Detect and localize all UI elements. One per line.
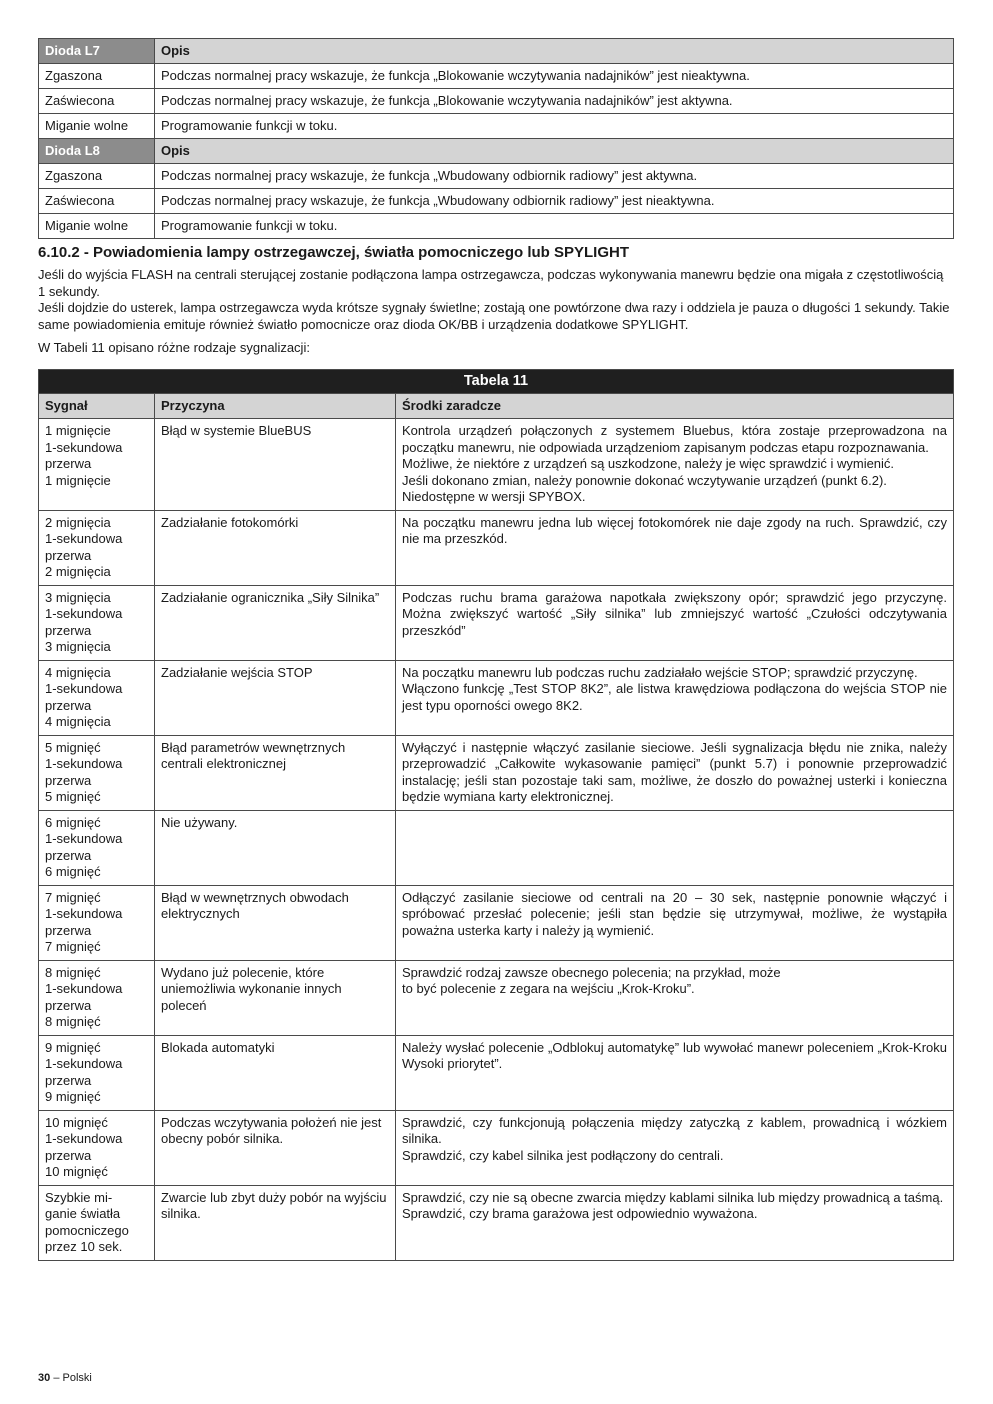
remedy-cell xyxy=(396,660,954,735)
remedy-line: Jeśli dokonano zmian, należy ponownie dokonać wczytywanie urządzeń (punkt 6.2). xyxy=(402,472,887,488)
led-description: Programowanie funkcji w toku. xyxy=(155,214,954,239)
signal-line: 9 mignięć xyxy=(45,1039,101,1055)
signal-line: 8 mignięć xyxy=(45,964,101,980)
cause-cell: Wydano już polecenie, które uniemożliwia wykonanie innych poleceń xyxy=(155,960,396,1035)
signal-line: przerwa xyxy=(45,622,92,638)
remedy-line: Sprawdzić, czy nie są obecne zwarcia między kablami silnika lub między prowadnicą a taśmą. xyxy=(402,1189,944,1205)
led-state: Miganie wolne xyxy=(39,114,155,139)
signal-line: 1-sekundowa xyxy=(45,831,123,846)
cause-cell: Blokada automatyki xyxy=(155,1035,396,1110)
footer-language: – Polski xyxy=(53,1372,92,1384)
remedy-line: Sprawdzić, czy kabel silnika jest podłączony do centrali. xyxy=(402,1147,724,1163)
table-row xyxy=(39,214,954,239)
signal-cell xyxy=(39,585,155,660)
signal-line: 1-sekundowa xyxy=(45,1056,123,1071)
signal-line: przerwa xyxy=(45,772,92,788)
signal-line: przerwa xyxy=(45,456,92,471)
table-row xyxy=(39,1110,954,1185)
signal-line: ganie światła xyxy=(45,1206,121,1221)
signal-line: 2 mignięcia xyxy=(45,514,111,530)
table-row xyxy=(39,585,954,660)
table-row xyxy=(39,1035,954,1110)
page-footer xyxy=(38,1372,92,1384)
remedy-line: Sprawdzić, czy funkcjonują połączenia między zatyczką z kablem, prowadnicą i wózkiem silnika. xyxy=(402,1114,947,1146)
signal-line: przez 10 sek. xyxy=(45,1239,123,1254)
signal-line: 9 mignięć xyxy=(45,1089,101,1104)
signal-line: 6 mignięć xyxy=(45,864,101,879)
table-row xyxy=(39,510,954,585)
remedy-cell xyxy=(396,960,954,1035)
led-description: Podczas normalnej pracy wskazuje, że funkcja „Blokowanie wczytywania nadajników” jest nieaktywna. xyxy=(155,64,954,89)
led-state: Zaświecona xyxy=(39,189,155,214)
remedy-line: Sprawdzić, czy brama garażowa jest odpowiednio wyważona. xyxy=(402,1206,758,1221)
signal-line: 4 mignięcia xyxy=(45,664,111,680)
signal-line: 3 mignięcia xyxy=(45,589,111,605)
table-11-body xyxy=(39,419,954,1261)
remedy-line: Podczas ruchu brama garażowa napotkała zwiększony opór; sprawdzić jego przyczynę. Można zwiększyć wartość „Siły silnika” lub zmniejszyć wartość „Czułości odczytywania przeszkód” xyxy=(402,589,947,638)
cause-cell: Zwarcie lub zbyt duży pobór na wyjściu silnika. xyxy=(155,1185,396,1260)
table-row xyxy=(39,64,954,89)
led-state: Zgaszona xyxy=(39,64,155,89)
remedy-line: Sprawdzić rodzaj zawsze obecnego polecenia; na przykład, może xyxy=(402,964,781,980)
cause-cell: Błąd parametrów wewnętrznych centrali elektronicznej xyxy=(155,735,396,810)
remedy-line: Wyłączyć i następnie włączyć zasilanie sieciowe. Jeśli sygnalizacja błędu nie znika, należy przeprowadzić „Całkowite wykasowanie pamięci” (punkt 5.7) i ponownie przeprowadzić instalację; jeśli stan pozostaje taki sam, możliwe, że doszło do poważnej usterki i konieczna będzie wymiana karty elektronicznej. xyxy=(402,739,947,804)
signal-cell xyxy=(39,735,155,810)
led-description: Podczas normalnej pracy wskazuje, że funkcja „Wbudowany odbiornik radiowy” jest aktywna. xyxy=(155,164,954,189)
remedy-line: Odłączyć zasilanie sieciowe od centrali na 20 – 30 sek, następnie ponownie włączyć i spróbować przesłać polecenie; jeśli stan będzie się utrzymywał, możliwe, że wystąpiła poważna usterka karty i należy ją wymienić. xyxy=(402,889,947,938)
table-row xyxy=(39,960,954,1035)
signal-line: 8 mignięć xyxy=(45,1014,101,1029)
led-state: Zgaszona xyxy=(39,164,155,189)
signal-line: przerwa xyxy=(45,847,92,863)
signal-line: 1-sekundowa xyxy=(45,906,123,921)
signal-cell xyxy=(39,810,155,885)
signal-line: przerwa xyxy=(45,997,92,1013)
signal-cell xyxy=(39,510,155,585)
signal-cell xyxy=(39,1035,155,1110)
table-11 xyxy=(38,369,954,1261)
signal-cell xyxy=(39,1185,155,1260)
remedy-line: Włączono funkcję „Test STOP 8K2”, ale listwa krawędziowa podłączona do wejścia STOP nie jest typu oporności owego 8K2. xyxy=(402,681,947,713)
remedy-line: Na początku manewru lub podczas ruchu zadziałało wejście STOP; sprawdzić przyczynę. xyxy=(402,664,918,680)
remedy-cell xyxy=(396,510,954,585)
remedy-cell xyxy=(396,885,954,960)
cause-cell: Błąd w systemie BlueBUS xyxy=(155,419,396,511)
signal-line: 10 mignięć xyxy=(45,1164,108,1179)
table-row xyxy=(39,189,954,214)
signal-line: 1 mignięcie xyxy=(45,472,111,488)
signal-line: 1-sekundowa xyxy=(45,1131,123,1146)
table-row xyxy=(39,735,954,810)
remedy-cell xyxy=(396,735,954,810)
signal-line: 7 mignięć xyxy=(45,939,101,954)
cause-cell: Zadziałanie fotokomórki xyxy=(155,510,396,585)
led-state: Miganie wolne xyxy=(39,214,155,239)
remedy-line: Możliwe, że niektóre z urządzeń są uszkodzone, należy je więc sprawdzić i wymienić. xyxy=(402,456,895,471)
remedy-cell xyxy=(396,1110,954,1185)
signal-line: 7 mignięć xyxy=(45,889,101,905)
remedy-cell xyxy=(396,585,954,660)
signal-line: przerwa xyxy=(45,1072,92,1088)
paragraph-2: Jeśli dojdzie do usterek, lampa ostrzegawcza wyda krótsze sygnały świetlne; zostają one powtórzone dwa razy i oddziela je pauza o długości 1 sekundy. Takie same powiadomienia emituje również światło pomocnicze oraz dioda OK/BB i urządzenia dodatkowe SPYLIGHT. xyxy=(38,300,950,332)
paragraph-1: Jeśli do wyjścia FLASH na centrali sterującej zostanie podłączona lampa ostrzegawcza, podczas wykonywania manewru będzie ona migała z częstotliwością 1 sekundy. xyxy=(38,267,944,299)
table-row xyxy=(39,89,954,114)
cause-cell: Zadziałanie wejścia STOP xyxy=(155,660,396,735)
table-row xyxy=(39,1185,954,1260)
signal-line: 10 mignięć xyxy=(45,1114,108,1130)
paragraph-3: W Tabeli 11 opisano różne rodzaje sygnalizacji: xyxy=(38,340,310,355)
desc-header: Opis xyxy=(155,39,954,64)
signal-line: 1 mignięcie xyxy=(45,423,111,438)
remedy-cell xyxy=(396,810,954,885)
desc-header: Opis xyxy=(155,139,954,164)
column-header-cause: Przyczyna xyxy=(155,393,396,419)
signal-line: 3 mignięcia xyxy=(45,639,111,654)
signal-cell xyxy=(39,1110,155,1185)
table-row xyxy=(39,660,954,735)
led-description: Podczas normalnej pracy wskazuje, że funkcja „Blokowanie wczytywania nadajników” jest aktywna. xyxy=(155,89,954,114)
remedy-line: to być polecenie z zegara na wejściu „Krok-Kroku”. xyxy=(402,981,695,996)
table-row xyxy=(39,885,954,960)
remedy-cell xyxy=(396,1185,954,1260)
signal-line: Szybkie mi- xyxy=(45,1189,113,1205)
signal-line: przerwa xyxy=(45,1147,92,1163)
led-header-row xyxy=(39,139,954,164)
led-state: Zaświecona xyxy=(39,89,155,114)
section-intro xyxy=(38,267,954,333)
led-description: Podczas normalnej pracy wskazuje, że funkcja „Wbudowany odbiornik radiowy” jest nieaktywna. xyxy=(155,189,954,214)
column-header-remedy: Środki zaradcze xyxy=(396,393,954,419)
cause-cell: Błąd w wewnętrznych obwodach elektrycznych xyxy=(155,885,396,960)
signal-line: 2 mignięcia xyxy=(45,564,111,579)
signal-line: przerwa xyxy=(45,547,92,563)
led-name: Dioda L8 xyxy=(39,139,155,164)
table-row xyxy=(39,419,954,511)
signal-cell xyxy=(39,660,155,735)
table-row xyxy=(39,164,954,189)
signal-line: 5 mignięć xyxy=(45,789,101,804)
signal-line: 1-sekundowa xyxy=(45,531,123,546)
signal-cell xyxy=(39,960,155,1035)
cause-cell: Nie używany. xyxy=(155,810,396,885)
signal-line: przerwa xyxy=(45,697,92,713)
led-name: Dioda L7 xyxy=(39,39,155,64)
led-description: Programowanie funkcji w toku. xyxy=(155,114,954,139)
page-number: 30 xyxy=(38,1372,51,1384)
signal-line: 4 mignięcia xyxy=(45,714,111,729)
remedy-line: Niedostępne w wersji SPYBOX. xyxy=(402,489,586,504)
signal-line: przerwa xyxy=(45,922,92,938)
led-table-body xyxy=(39,39,954,239)
signal-line: 1-sekundowa xyxy=(45,756,123,771)
signal-cell xyxy=(39,885,155,960)
signal-cell xyxy=(39,419,155,511)
cause-cell: Zadziałanie ogranicznika „Siły Silnika” xyxy=(155,585,396,660)
table-row xyxy=(39,114,954,139)
remedy-line: Na początku manewru jedna lub więcej fotokomórek nie daje zgody na ruch. Sprawdzić, czy nie ma przeszkód. xyxy=(402,514,947,546)
signal-line: 6 mignięć xyxy=(45,814,101,830)
signal-line: 1-sekundowa xyxy=(45,439,123,455)
remedy-line: Należy wysłać polecenie „Odblokuj automatykę” lub wywołać manewr poleceniem „Krok-Kroku Wysoki priorytet”. xyxy=(402,1039,947,1071)
signal-line: 1-sekundowa xyxy=(45,681,123,696)
cause-cell: Podczas wczytywania położeń nie jest obecny pobór silnika. xyxy=(155,1110,396,1185)
led-table xyxy=(38,38,954,239)
remedy-cell xyxy=(396,419,954,511)
section-heading: 6.10.2 - Powiadomienia lampy ostrzegawczej, światła pomocniczego lub SPYLIGHT xyxy=(38,244,629,261)
table-row xyxy=(39,810,954,885)
column-header-signal: Sygnał xyxy=(39,393,155,419)
signal-line: pomocniczego xyxy=(45,1222,129,1238)
signal-line: 1-sekundowa xyxy=(45,606,123,621)
led-header-row xyxy=(39,39,954,64)
table-title: Tabela 11 xyxy=(39,370,954,394)
signal-line: 5 mignięć xyxy=(45,739,101,755)
signal-line: 1-sekundowa xyxy=(45,981,123,996)
remedy-cell xyxy=(396,1035,954,1110)
remedy-line: Kontrola urządzeń połączonych z systemem Bluebus, która zostaje przeprowadzona na początku manewru, nie odpowiada urządzeniom zapisanym podczas etapu rozpoznawania. xyxy=(402,423,947,455)
